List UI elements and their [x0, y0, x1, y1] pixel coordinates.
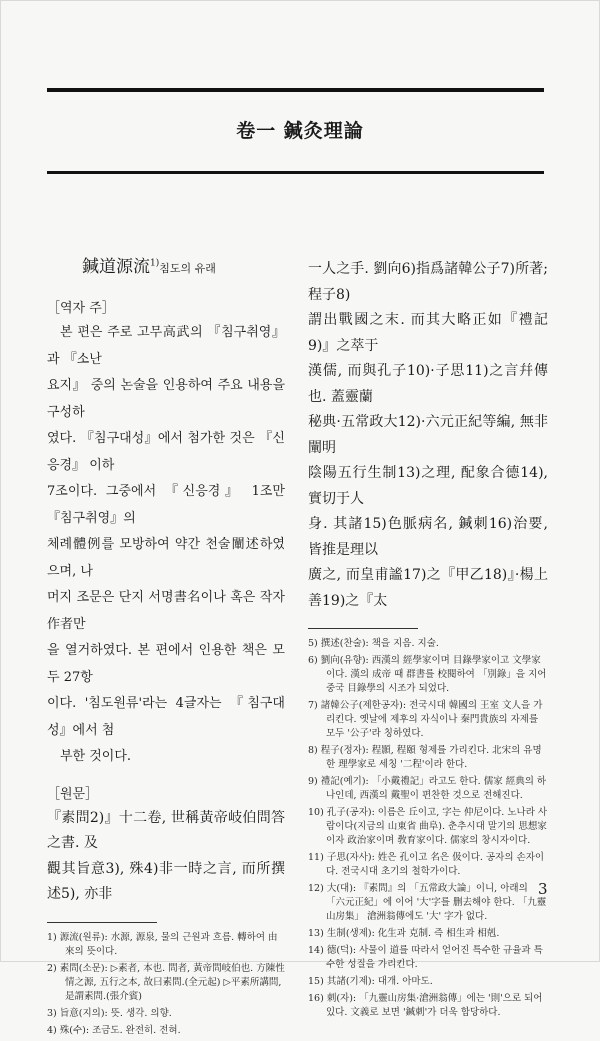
footnote-rule: [308, 628, 418, 629]
footnote: 14) 德(덕): 사물이 道를 따라서 얻어진 특수한 규율과 특수한 성질을 가리킨다.: [308, 945, 543, 970]
footnote: 5) 撰述(찬술): 책을 지음. 지술.: [308, 638, 439, 649]
note-line: 본 편은 주로 고무高武의 『침구취영』과 『소난: [47, 325, 285, 367]
section-heading: [47, 252, 285, 277]
original-line: 一人之手. 劉向6)指爲諸韓公子7)所著; 程子8): [308, 261, 548, 303]
note-line: 이다. '침도원류'라는 4글자는 『침구대성』에서 첨: [47, 696, 285, 738]
footnote: 12) 大(대): 『素問』의 「五常政大論」이니, 아래의 「六元正紀」에 이어 '大'字를 删去해야 한다. 「九靈山房集」 滄洲翁傳에도 '大' 字가 없다.: [308, 883, 547, 922]
original-text-label: ［원문］: [47, 786, 99, 802]
footnote: 1) 源流(원류): 水源, 源泉, 물의 근원과 흐름. 轉하여 由來의 뜻이다.: [47, 931, 278, 957]
footnotes-right: [308, 637, 548, 1020]
section-subtitle: 침도의 유래: [159, 262, 216, 275]
translator-note-body: [47, 320, 285, 771]
chapter-title: 卷一 鍼灸理論: [236, 120, 364, 142]
translator-note-label: ［역자 주］: [47, 301, 115, 316]
footnote: 2) 素問(소문): ▷素者, 本也. 問者, 黃帝問岐伯也. 方陳性情之源, 五行之本, 故曰素問.(全元起) ▷平素所講問, 是謂素問.(張介賓): [47, 962, 285, 1002]
footnote: 15) 其諸(기제): 대개. 아마도.: [308, 976, 433, 987]
footnote: 8) 程子(정자): 程顥, 程頤 형제를 가리킨다. 北宋의 유명한 理學家로 세칭 '二程'이라 한다.: [308, 745, 542, 770]
note-line: 부한 것이다.: [60, 749, 132, 764]
top-rule: [47, 88, 544, 92]
note-line: 였다. 『침구대성』에서 첨가한 것은 『신응경』 이하: [47, 431, 285, 473]
section-title-footnote-ref: 1): [150, 258, 160, 269]
left-column: [47, 252, 285, 1041]
section-title: 鍼道源流: [82, 257, 150, 277]
footnote: 16) 刺(자): 「九靈山房集·滄洲翁傳」에는 '則'으로 되어 있다. 文義로 보면 '鍼刺'가 더욱 합당하다.: [308, 993, 543, 1018]
footnote: 13) 生制(생제): 化生과 克制. 즉 相生과 相剋.: [308, 928, 500, 939]
footnote: 6) 劉向(유향): 西漢의 經學家이며 目錄學家이고 文學家이다. 漢의 成帝 때 群書를 校閱하여 「別錄」을 지어 중국 目錄學의 시조가 되었다.: [308, 655, 547, 694]
original-line: 身. 其諸15)色脈病名, 鍼刺16)治要, 皆推是理以: [308, 516, 548, 558]
footnote: 11) 子思(자사): 姓은 孔이고 名은 伋이다. 공자의 손자이다. 전국시대 초기의 철학가이다.: [308, 852, 545, 877]
page-number: 3: [538, 880, 548, 898]
footnote: 10) 孔子(공자): 이름은 丘이고, 字는 仲尼이다. 노나라 사람이다(지금의 山東省 曲阜). 춘추시대 말기의 思想家이자 政治家이며 敎育家이다. 儒家의 창시자이다.: [308, 807, 548, 846]
right-column: [308, 257, 548, 1023]
note-line: 요지』 중의 논술을 인용하여 주요 내용을 구성하: [47, 378, 285, 420]
note-line: 7조이다. 그중에서 『신응경』 1조만 『침구취영』의: [47, 484, 285, 526]
original-line: 漢儒, 而與孔子10)·子思11)之言幷傳也. 蓋靈蘭: [308, 363, 548, 405]
original-line: 陰陽五行生制13)之理, 配象合德14), 實切于人: [308, 465, 548, 507]
footnotes-left: [47, 931, 285, 1038]
original-line: 廣之, 而皇甫謐17)之『甲乙18)』·楊上善19)之『太: [308, 567, 548, 609]
original-line: 觀其旨意3), 殊4)非一時之言, 而所撰述5), 亦非: [47, 860, 285, 902]
footnote: 3) 旨意(지의): 뜻. 생각. 의향.: [47, 1007, 172, 1019]
original-line: 謂出戰國之末. 而其大略正如『禮記9)』之萃于: [308, 312, 548, 354]
note-line: 체례體例를 모방하여 약간 천술闡述하였으며, 나: [47, 537, 285, 579]
original-line: 秘典·五常政大12)·六元正紀等編, 無非闡明: [308, 414, 548, 456]
footnote: 9) 禮記(예기): 「小戴禮記」라고도 한다. 儒家 經典의 하나인데, 西漢의 戴聖이 편찬한 것으로 전해진다.: [308, 776, 547, 801]
note-line: 을 열거하였다. 본 편에서 인용한 책은 모두 27항: [47, 643, 285, 685]
footnote: 4) 殊(수): 조금도. 완전히. 전혀.: [47, 1024, 181, 1036]
note-line: 머지 조문은 단지 서명書名이나 혹은 작자作者만: [47, 590, 285, 632]
header-bottom-rule: [47, 171, 544, 174]
original-line: 『素問2)』十二卷, 世稱黃帝岐伯問答之書. 及: [47, 809, 285, 851]
footnote: 7) 諸韓公子(제한공자): 전국시대 韓國의 王室 文人을 가리킨다. 옛날에 제후의 자식이나 秦門貴族의 자제를 모두 '公子'라 칭하였다.: [308, 700, 543, 739]
footnote-rule: [47, 922, 157, 923]
